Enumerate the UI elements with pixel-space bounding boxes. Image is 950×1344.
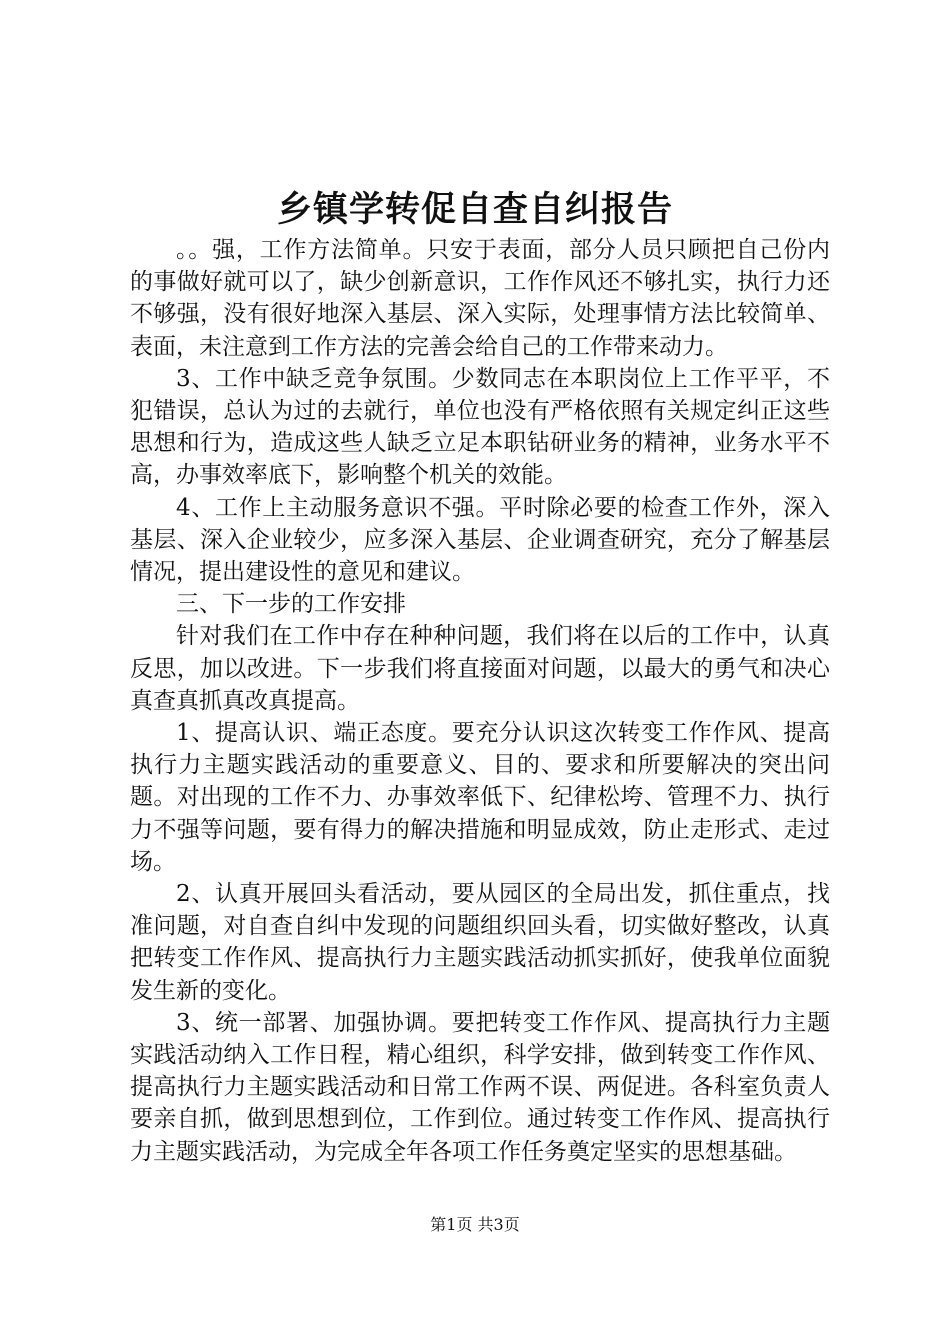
paragraph-service-awareness: 4、工作上主动服务意识不强。平时除必要的检查工作外，深入基层、深入企业较少，应多深入基层、企业调查研究，充分了解基层情况，提出建设性的意见和建议。 — [130, 494, 830, 586]
document-title: 乡镇学转促自查自纠报告 — [276, 189, 673, 230]
paragraph-competition: 3、工作中缺乏竞争氛围。少数同志在本职岗位上工作平平，不犯错误，总认为过的去就行，单位也没有严格依照有关规定纠正这些思想和行为，造成这些人缺乏立足本职钻研业务的精神，业务水平不高，办事效率底下，影响整个机关的效能。 — [130, 365, 830, 489]
paragraph-step-3: 3、统一部署、加强协调。要把转变工作作风、提高执行力主题实践活动纳入工作日程，精心组织，科学安排，做到转变工作作风、提高执行力主题实践活动和日常工作两不误、两促进。各科室负责人要亲自抓，做到思想到位，工作到位。通过转变工作作风、提高执行力主题实践活动，为完成全年各项工作任务奠定坚实的思想基础。 — [130, 1009, 830, 1165]
page-footer: 第1页 共3页 — [430, 1215, 520, 1234]
document-body — [130, 234, 830, 1168]
paragraph-work-method: 。。强，工作方法简单。只安于表面，部分人员只顾把自己份内的事做好就可以了，缺少创新意识，工作作风还不够扎实，执行力还不够强，没有很好地深入基层、深入实际，处理事情方法比较简单、表面，未注意到工作方法的完善会给自己的工作带来动力。 — [130, 237, 830, 360]
paragraph-step-2: 2、认真开展回头看活动，要从园区的全局出发，抓住重点，找准问题，对自查自纠中发现的问题组织回头看，切实做好整改，认真把转变工作作风、提高执行力主题实践活动抓实抓好，使我单位面貌发生新的变化。 — [130, 881, 830, 1004]
section-heading-next-steps: 三、下一步的工作安排 — [176, 591, 406, 618]
paragraph-step-1: 1、提高认识、端正态度。要充分认识这次转变工作作风、提高执行力主题实践活动的重要意义、目的、要求和所要解决的突出问题。对出现的工作不力、办事效率低下、纪律松垮、管理不力、执行力不强等问题，要有得力的解决措施和明显成效，防止走形式、走过场。 — [130, 720, 830, 875]
paragraph-next-steps-intro: 针对我们在工作中存在种种问题，我们将在以后的工作中，认真反思，加以改进。下一步我们将直接面对问题，以最大的勇气和决心真查真抓真改真提高。 — [130, 623, 830, 714]
